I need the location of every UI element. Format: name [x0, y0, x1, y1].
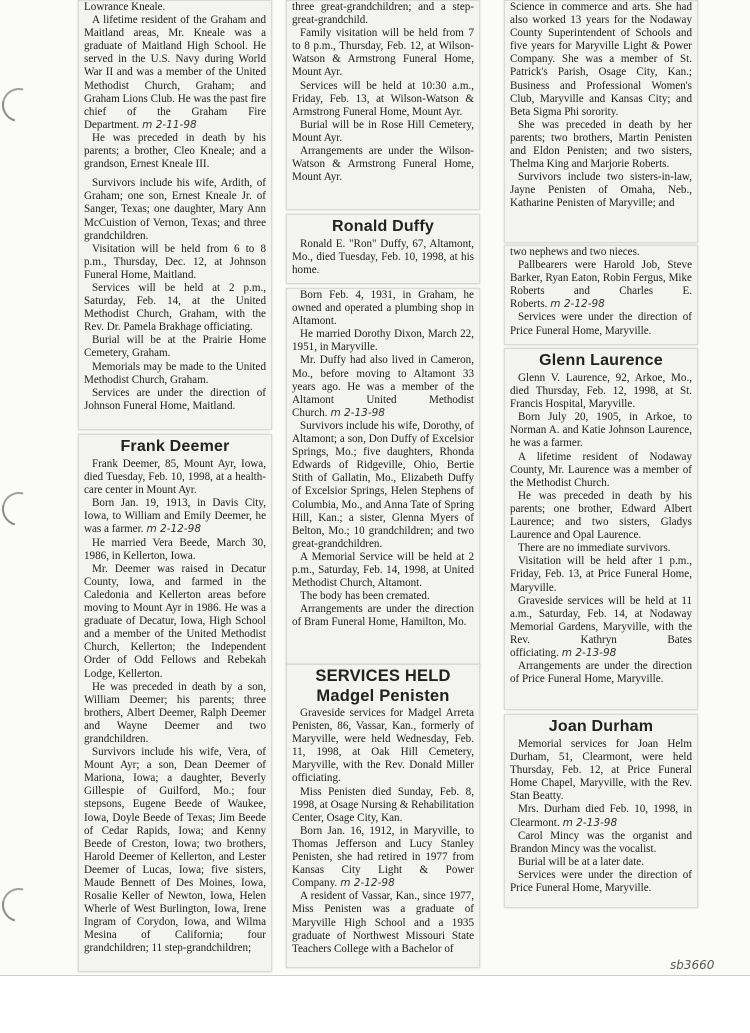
obit-paragraph: Arrangements are under the direction of Price Funeral Home, Maryville.: [510, 660, 692, 686]
obituary-heading: Frank Deemer: [120, 438, 230, 455]
obit-paragraph: Survivors include two sisters-in-law, Jayne Penisten of Omaha, Neb., Katharine Penisten of Maryville; and: [510, 171, 692, 210]
obit-paragraph: Graveside services for Madgel Arreta Penisten, 86, Vassar, Kan., formerly of Maryville, were held Wednesday, Feb. 11, 1998, at Oak Hill Cemetery, Maryville, with the Rev. Donald Miller officiating.: [292, 707, 474, 785]
obit-paragraph: Miss Penisten died Sunday, Feb. 8, 1998, at Osage Nursing & Rehabilitation Center, Osage City, Kan.: [292, 785, 474, 824]
handwritten-date: m 2-13-98: [561, 646, 617, 659]
obit-paragraph: Born Jan. 16, 1912, in Maryville, to Thomas Jefferson and Lucy Stanley Penisten, she had retired in 1977 from Kansas City Light & Power Company. m 2-12-98: [292, 824, 474, 890]
obit-paragraph: He was preceded in death by a son, William Deemer; his parents; three brothers, Albert Deemer, Ralph Deemer and Wayne Deemer and two grandchildren.: [84, 680, 266, 745]
obit-paragraph: Survivors include his wife, Ardith, of Graham; one son, Ernest Kneale Jr. of Sanger, Texas; one daughter, Mary Ann McCuistion of Vernon, Texas; and three grandchildren.: [84, 177, 266, 242]
obit-paragraph: Services will be held at 2 p.m., Saturday, Feb. 14, at the United Methodist Church, Graham, with the Rev. Dr. Pamela Brakhage officiating.: [84, 281, 266, 334]
obituary-heading: Ronald Duffy: [332, 218, 434, 235]
obit-paragraph: Services are under the direction of Johnson Funeral Home, Maitland.: [84, 386, 266, 412]
obit-paragraph: Services were under the direction of Price Funeral Home, Maryville.: [510, 868, 692, 895]
obituary-duffy: [286, 288, 480, 666]
obituary-deemer: [78, 434, 272, 972]
page-edge: [0, 975, 750, 976]
obituary-heading: Madgel Penisten: [316, 687, 450, 705]
handwritten-date: m 2-13-98: [562, 816, 618, 829]
section-heading: SERVICES HELD: [315, 667, 451, 685]
obit-paragraph: three great-grandchildren; and a step-great-grandchild.: [292, 1, 474, 27]
obit-paragraph: Memorials may be made to the United Methodist Church, Graham.: [84, 360, 266, 386]
obit-paragraph: He married Dorothy Dixon, March 22, 1951, in Maryville.: [292, 328, 474, 354]
obit-paragraph: Arrangements are under the Wilson-Watson & Armstrong Funeral Home, Mount Ayr.: [292, 145, 474, 184]
obit-paragraph: Family visitation will be held from 7 to 8 p.m., Thursday, Feb. 12, at Wilson-Watson & Armstrong Funeral Home, Mount Ayr.: [292, 27, 474, 79]
obit-paragraph: Arrangements are under the direction of Bram Funeral Home, Hamilton, Mo.: [292, 603, 474, 629]
obit-paragraph: Frank Deemer, 85, Mount Ayr, Iowa, died Tuesday, Feb. 10, 1998, at a health-care center in Mount Ayr.: [84, 458, 266, 497]
obituary-penisten: [286, 664, 480, 968]
obit-paragraph: Graveside services will be held at 11 a.m., Saturday, Feb. 14, at Nodaway Memorial Gardens, Maryville, with the Rev. Kathryn Bates officiating. m 2-13-98: [510, 594, 692, 659]
obit-paragraph: Mr. Deemer was raised in Decatur County, Iowa, and farmed in the Caledonia and Kellerton areas before moving to Mount Ayr in 1986. He was a graduate of Decatur, Iowa, High School and a member of the United Methodist Church, Kellerton; the Independent Order of Odd Fellows and Rebekah Lodge, Kellerton.: [84, 562, 266, 680]
obit-paragraph: She was preceded in death by her parents; two brothers, Martin Penisten and Eldon Penisten; and two sisters, Thelma King and Marjorie Roberts.: [510, 118, 692, 171]
obituary-kneale: [78, 0, 272, 430]
obit-paragraph: Born Jan. 19, 1913, in Davis City, Iowa, to William and Emily Deemer, he was a farmer. m 2-12-98: [84, 497, 266, 536]
obit-paragraph: A lifetime resident of Nodaway County, Mr. Laurence was a member of the Methodist Church.: [510, 450, 692, 489]
obit-paragraph: Ronald E. "Ron" Duffy, 67, Altamont, Mo., died Tuesday, Feb. 10, 1998, at his home.: [292, 238, 474, 277]
obituary-laurence: [504, 348, 698, 710]
obit-paragraph: Pallbearers were Harold Job, Steve Barker, Ryan Eaton, Robin Fergus, Mike Roberts and Charles E. Roberts. m 2-12-98: [510, 259, 692, 311]
obit-paragraph: Science in commerce and arts. She had also worked 13 years for the Nodaway County Superintendent of Schools and five years for Maryville Light & Power Company. She was a member of St. Patrick's Parish, Osage City, Kan.; Business and Professional Women's Club, Maryville and Kansas City; and Beta Sigma Phi sorority.: [510, 1, 692, 118]
obituary-penisten-end: [504, 245, 698, 345]
obit-paragraph: Survivors include his wife, Vera, of Mount Ayr; a son, Dean Deemer of Mariona, Iowa; a daughter, Beverly Gillespie of Guilford, Mo.; four stepsons, Eugene Beede of Waukee, Iowa, Doyle Beede of Texas; Jim Beede of Cedar Rapids, Iowa; and Kenny Beede of Creston, Iowa; two brothers, Harold Deemer of Kellerton, and Lester Deemer of Lucas, Iowa; five sisters, Maude Bennett of Des Moines, Iowa, Rosalie Keller of Newton, Iowa, Helen Wherle of West Burlington, Iowa, Irene Ingram of Corydon, Iowa, and Wilma Mesina of California; four grandchildren; 11 step-grandchildren;: [84, 746, 266, 955]
obit-paragraph: Burial will be at the Prairie Home Cemetery, Graham.: [84, 334, 266, 360]
obituary-duffy-header: [286, 214, 480, 284]
obit-paragraph: Mrs. Durham died Feb. 10, 1998, in Clearmont. m 2-13-98: [510, 803, 692, 829]
obit-paragraph: Visitation will be held from 6 to 8 p.m., Thursday, Dec. 12, at Johnson Funeral Home, Maitland.: [84, 242, 266, 281]
obit-paragraph: Visitation will be held after 1 p.m., Friday, Feb. 13, at Price Funeral Home, Maryville.: [510, 555, 692, 594]
obit-paragraph: A lifetime resident of the Graham and Maitland areas, Mr. Kneale was a graduate of Maitland High School. He served in the U.S. Navy during World War II and was a member of the United Methodist Church, Graham; and Graham Lions Club. He was the past fire chief of the Graham Fire Department. m 2-11-98: [84, 14, 266, 131]
obit-paragraph: Services will be held at 10:30 a.m., Friday, Feb. 13, at Wilson-Watson & Armstrong Funeral Home, Mount Ayr.: [292, 79, 474, 118]
obit-paragraph: Burial will be in Rose Hill Cemetery, Mount Ayr.: [292, 118, 474, 144]
document-id: sb3660: [670, 958, 715, 972]
obit-paragraph: The body has been cremated.: [300, 590, 430, 603]
handwritten-date: m 2-11-98: [142, 118, 197, 131]
handwritten-date: m 2-12-98: [550, 298, 605, 311]
obit-paragraph: Carol Mincy was the organist and Brandon Mincy was the vocalist.: [510, 829, 692, 855]
obituary-heading: Glenn Laurence: [539, 352, 663, 369]
obituary-durham: [504, 714, 698, 908]
handwritten-date: m 2-13-98: [330, 406, 385, 419]
obit-paragraph: Mr. Duffy had also lived in Cameron, Mo., before moving to Altamont 33 years ago. He was a member of the Altamont United Methodist Church. m 2-13-98: [292, 354, 474, 419]
obit-paragraph: He was preceded in death by his parents; one brother, Edward Albert Laurence; and two sisters, Gladys Laurence and Opal Laurence.: [510, 489, 692, 542]
handwritten-date: m 2-12-98: [146, 523, 201, 536]
handwritten-date: m 2-12-98: [340, 877, 395, 890]
obit-paragraph: Survivors include his wife, Dorothy, of Altamont; a son, Don Duffy of Excelsior Springs, Mo.; five daughters, Rhonda Edwards of Ridgeville, Ohio, Bertie Stith of Gallatin, Mo., Elizabeth Duffy of Excelsior Springs, Helen Stephens of Columbia, Mo., and Anna Tate of Spring Hill, Kan.; a sister, Glenna Myers of Belton, Mo.; 10 grandchildren; and two great-grandchildren.: [292, 419, 474, 550]
obit-paragraph: Lowrance Kneale.: [84, 1, 166, 13]
obit-paragraph: Services were under the direction of Price Funeral Home, Maryville.: [510, 311, 692, 337]
obituary-penisten-continued: [504, 0, 698, 243]
obit-paragraph: Born Feb. 4, 1931, in Graham, he owned and operated a plumbing shop in Altamont.: [292, 289, 474, 328]
obit-paragraph: two nephews and two nieces.: [510, 246, 640, 258]
obit-paragraph: A Memorial Service will be held at 2 p.m., Saturday, Feb. 14, 1998, at United Methodist Church, Altamont.: [292, 550, 474, 590]
obit-paragraph: He married Vera Beede, March 30, 1986, in Kellerton, Iowa.: [84, 536, 266, 562]
obit-paragraph: Memorial services for Joan Helm Durham, 51, Clearmont, were held Thursday, Feb. 12, at Price Funeral Home Chapel, Maryville, with the Rev. Stan Beatty.: [510, 738, 692, 803]
obit-paragraph: Glenn V. Laurence, 92, Arkoe, Mo., died Thursday, Feb. 12, 1998, at St. Francis Hospital, Maryville.: [510, 372, 692, 411]
obit-paragraph: Burial will be at a later date.: [518, 855, 644, 868]
obit-paragraph: He was preceded in death by his parents; a brother, Cleo Kneale; and a grandson, Ernest Kneale III.: [84, 131, 266, 171]
obituary-heading: Joan Durham: [548, 718, 654, 735]
obit-paragraph: There are no immediate survivors.: [518, 542, 671, 555]
obituary-deemer-continued: [286, 0, 480, 210]
obit-paragraph: A resident of Vassar, Kan., since 1977, Miss Penisten was a graduate of Maryville High School and a 1935 graduate of Northwest Missouri State Teachers College with a Bachelor of: [292, 890, 474, 955]
obit-paragraph: Born July 20, 1905, in Arkoe, to Norman A. and Katie Johnson Laurence, he was a farmer.: [510, 411, 692, 450]
